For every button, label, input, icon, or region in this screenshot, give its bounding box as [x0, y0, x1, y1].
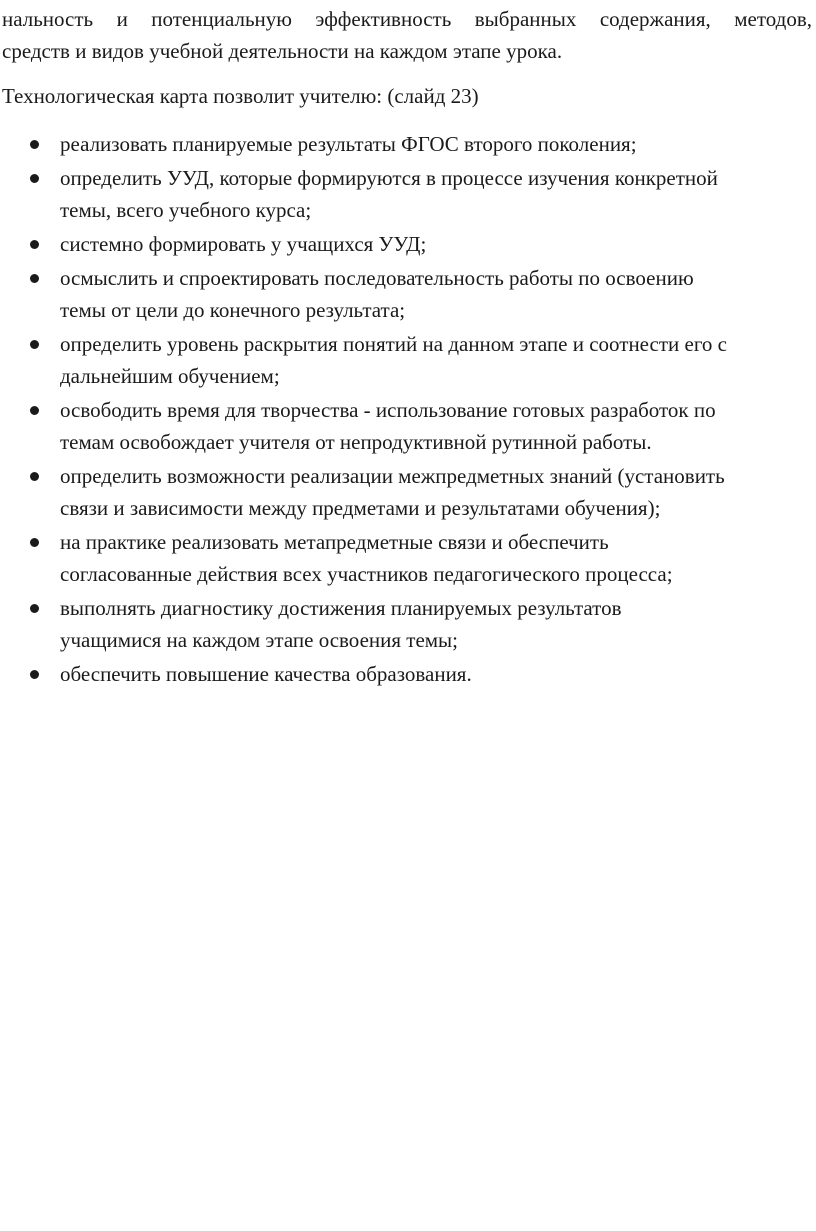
bullet-icon [30, 340, 39, 349]
paragraph-line-1: нальность и потенциальную эффективность выбранных содержания, методов, [2, 7, 812, 31]
bullet-icon [30, 604, 39, 613]
list-item [0, 658, 816, 690]
continued-paragraph [2, 3, 812, 67]
list-item-text: определить возможности реализации межпредметных знаний (установить связи и зависимости между предметами и результатами обучения); [60, 464, 725, 520]
list-item [0, 162, 816, 226]
list-item-text: освободить время для творчества - использование готовых разработок по темам освобождает учителя от непродуктивной рутинной работы. [60, 398, 716, 454]
list-item-text: выполнять диагностику достижения планируемых результатов учащимися на каждом этапе освоения темы; [60, 596, 622, 652]
list-item-text: системно формировать у учащихся УУД; [60, 232, 427, 256]
list-item [0, 460, 816, 524]
bullet-icon [30, 472, 39, 481]
list-item [0, 328, 816, 392]
list-item-text: реализовать планируемые результаты ФГОС второго поколения; [60, 132, 637, 156]
bullet-icon [30, 140, 39, 149]
bullet-list [0, 128, 816, 692]
bullet-icon [30, 274, 39, 283]
list-item [0, 394, 816, 458]
list-item [0, 128, 816, 160]
list-item-text: определить УУД, которые формируются в процессе изучения конкретной темы, всего учебного курса; [60, 166, 718, 222]
list-item-text: обеспечить повышение качества образования. [60, 662, 472, 686]
list-item [0, 262, 816, 326]
list-item [0, 526, 816, 590]
list-item [0, 592, 816, 656]
bullet-icon [30, 538, 39, 547]
bullet-icon [30, 240, 39, 249]
intro-paragraph: Технологическая карта позволит учителю: (слайд 23) [2, 84, 479, 108]
list-item [0, 228, 816, 260]
list-item-text: осмыслить и спроектировать последовательность работы по освоению темы от цели до конечного результата; [60, 266, 694, 322]
bullet-icon [30, 670, 39, 679]
bullet-icon [30, 174, 39, 183]
paragraph-line-2: средств и видов учебной деятельности на каждом этапе урока. [2, 39, 563, 63]
list-item-text: определить уровень раскрытия понятий на данном этапе и соотнести его с дальнейшим обучением; [60, 332, 727, 388]
list-item-text: на практике реализовать метапредметные связи и обеспечить согласованные действия всех участников педагогического процесса; [60, 530, 673, 586]
bullet-icon [30, 406, 39, 415]
